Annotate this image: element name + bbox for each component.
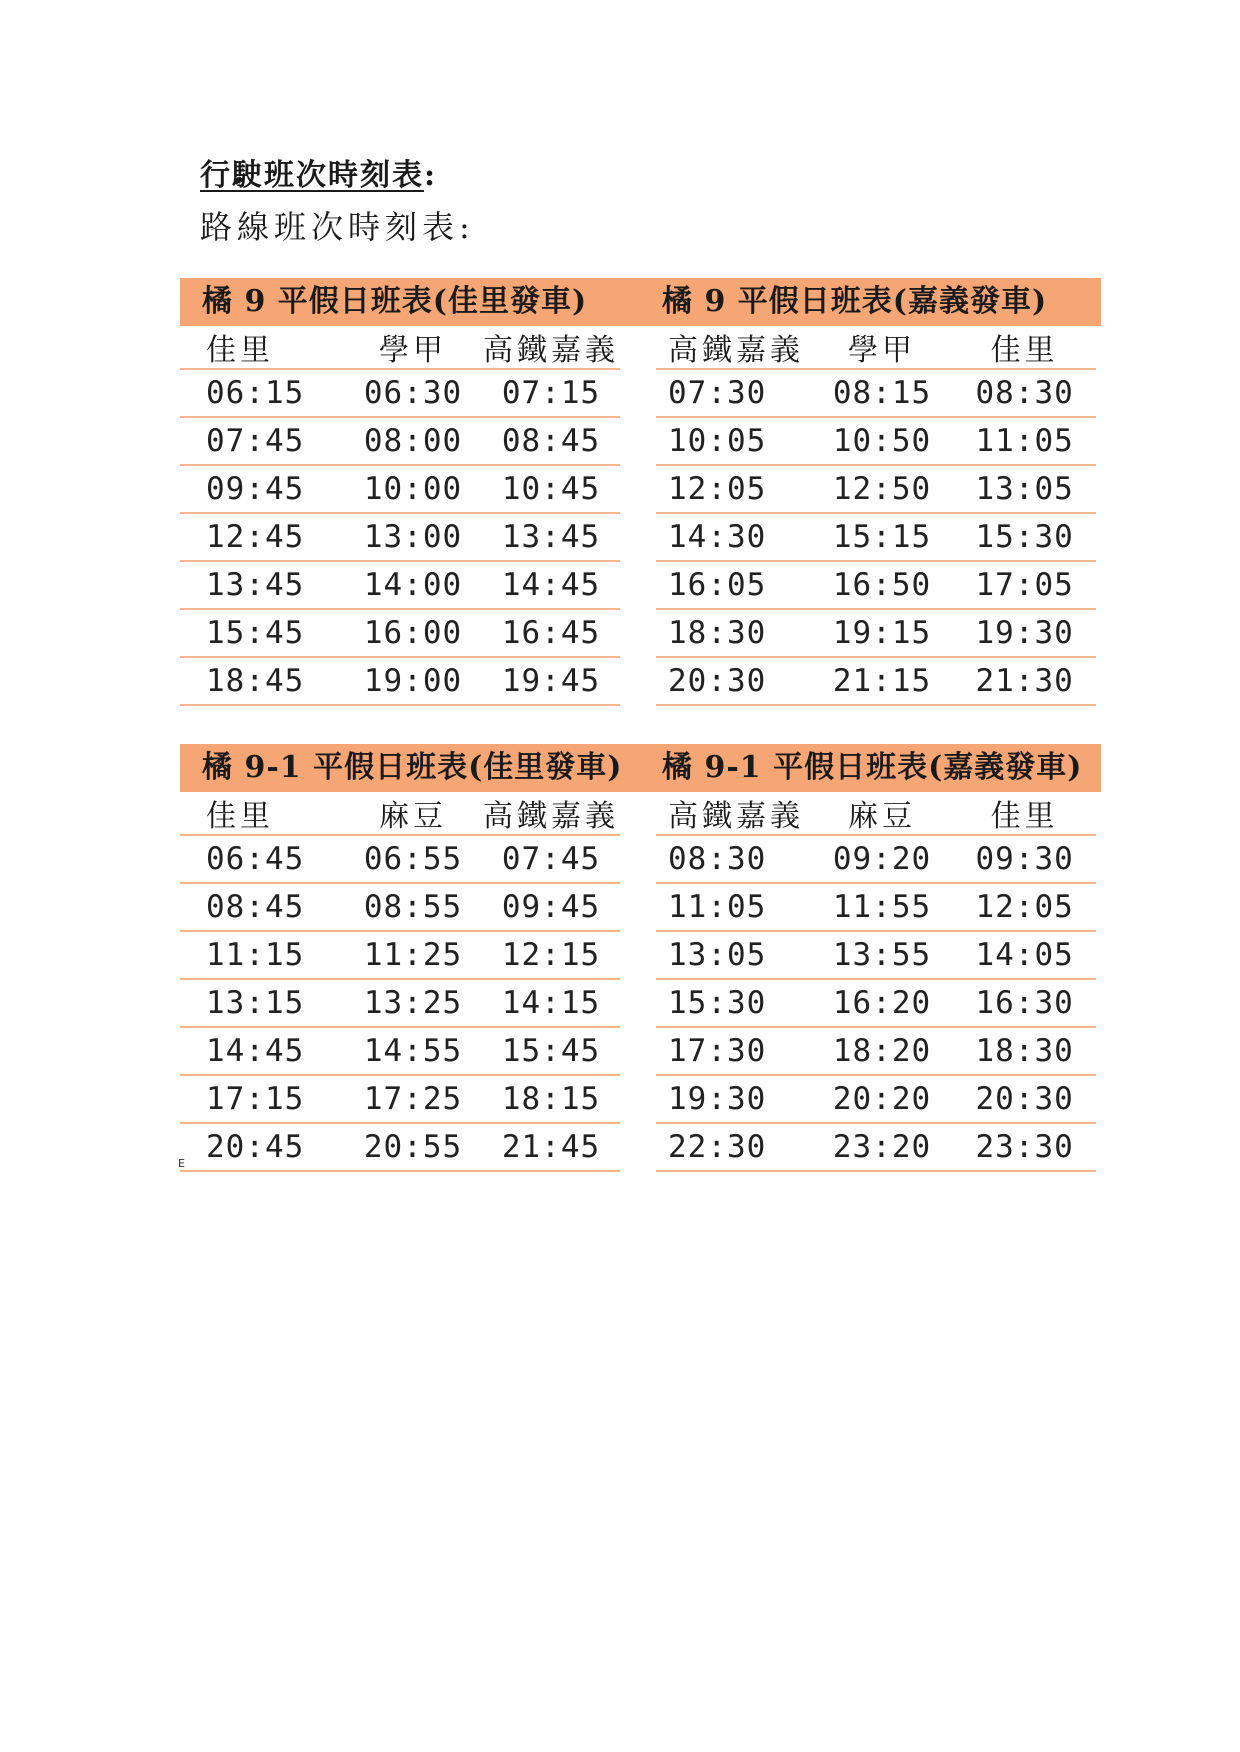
- departure-time: 06:45: [206, 841, 305, 877]
- departure-time: 10:00: [363, 471, 463, 507]
- departure-time: 13:45: [501, 519, 601, 555]
- table-row: [180, 418, 620, 466]
- departure-time: 17:25: [363, 1081, 463, 1117]
- column-header: 學甲: [379, 333, 447, 368]
- departure-time: 12:45: [206, 519, 305, 555]
- departure-time: 13:45: [206, 567, 305, 603]
- departure-time: 11:25: [363, 937, 463, 973]
- table-row: [656, 884, 1096, 932]
- page-heading: [200, 156, 437, 196]
- table-row: [180, 836, 620, 884]
- table-row: [656, 932, 1096, 980]
- departure-time: 18:15: [501, 1081, 601, 1117]
- table-row: [180, 610, 620, 658]
- departure-time: 13:00: [363, 519, 463, 555]
- table-row: [656, 466, 1096, 514]
- departure-time: 16:45: [501, 615, 601, 651]
- departure-time: 20:20: [832, 1081, 932, 1117]
- departure-time: 14:15: [501, 985, 601, 1021]
- table-row: [180, 1076, 620, 1124]
- column-header: 高鐵嘉義: [483, 799, 619, 834]
- departure-time: 13:05: [975, 471, 1074, 507]
- departure-time: 14:45: [206, 1033, 305, 1069]
- table-row: [656, 418, 1096, 466]
- departure-time: 16:00: [363, 615, 463, 651]
- departure-time: 11:15: [206, 937, 305, 973]
- column-header: 高鐵嘉義: [668, 333, 804, 368]
- departure-time: 07:30: [668, 375, 767, 411]
- departure-time: 19:30: [975, 615, 1074, 651]
- departure-time: 18:45: [206, 663, 305, 699]
- departure-time: 23:20: [832, 1129, 932, 1165]
- departure-time: 16:50: [832, 567, 932, 603]
- departure-time: 13:55: [832, 937, 932, 973]
- departure-time: 18:20: [832, 1033, 932, 1069]
- departure-time: 17:30: [668, 1033, 767, 1069]
- table-row: [180, 1028, 620, 1076]
- departure-time: 19:15: [832, 615, 932, 651]
- departure-time: 19:30: [668, 1081, 767, 1117]
- timetable-title: 橘 9 平假日班表(佳里發車): [202, 284, 588, 319]
- departure-time: 13:05: [668, 937, 767, 973]
- departure-time: 06:30: [363, 375, 463, 411]
- departure-time: 11:05: [668, 889, 767, 925]
- departure-time: 08:55: [363, 889, 463, 925]
- departure-time: 13:15: [206, 985, 305, 1021]
- table-row: [656, 1076, 1096, 1124]
- column-header: 麻豆: [379, 799, 447, 834]
- table-row: [656, 370, 1096, 418]
- departure-time: 10:05: [668, 423, 767, 459]
- column-header: 麻豆: [848, 799, 916, 834]
- table-row: [656, 980, 1096, 1028]
- departure-time: 19:00: [363, 663, 463, 699]
- departure-time: 19:45: [501, 663, 601, 699]
- departure-time: 13:25: [363, 985, 463, 1021]
- departure-time: 21:15: [832, 663, 932, 699]
- departure-time: 20:55: [363, 1129, 463, 1165]
- table-row: [656, 836, 1096, 884]
- departure-time: 14:45: [501, 567, 601, 603]
- table-row: [656, 514, 1096, 562]
- departure-time: 17:15: [206, 1081, 305, 1117]
- departure-time: 16:30: [975, 985, 1074, 1021]
- departure-time: 22:30: [668, 1129, 767, 1165]
- timetable-title: 橘 9-1 平假日班表(嘉義發車): [662, 750, 1083, 785]
- table-row: [180, 562, 620, 610]
- table-row: [656, 1124, 1096, 1172]
- route-timetable-heading: 路線班次時刻表:: [200, 208, 475, 246]
- table-row: [180, 466, 620, 514]
- departure-time: 15:30: [668, 985, 767, 1021]
- departure-time: 10:45: [501, 471, 601, 507]
- column-header: 學甲: [848, 333, 916, 368]
- column-header: 佳里: [990, 333, 1059, 368]
- departure-time: 06:15: [206, 375, 305, 411]
- departure-time: 23:30: [975, 1129, 1074, 1165]
- departure-time: 12:15: [501, 937, 601, 973]
- departure-time: 18:30: [975, 1033, 1074, 1069]
- table-row: [180, 884, 620, 932]
- table-row: [180, 932, 620, 980]
- timetable-header-row: [180, 326, 620, 370]
- timetable: [656, 742, 1096, 1172]
- departure-time: 20:30: [975, 1081, 1074, 1117]
- departure-time: 18:30: [668, 615, 767, 651]
- departure-time: 08:45: [206, 889, 305, 925]
- departure-time: 09:30: [975, 841, 1074, 877]
- departure-time: 12:05: [975, 889, 1074, 925]
- timetable-header-row: [180, 792, 620, 836]
- departure-time: 11:05: [975, 423, 1074, 459]
- departure-time: 07:15: [501, 375, 601, 411]
- departure-time: 14:05: [975, 937, 1074, 973]
- column-header: 佳里: [206, 333, 274, 368]
- departure-time: 17:05: [975, 567, 1074, 603]
- departure-time: 11:55: [832, 889, 932, 925]
- departure-time: 20:30: [668, 663, 767, 699]
- departure-time: 21:45: [501, 1129, 601, 1165]
- table-row: [180, 980, 620, 1028]
- timetable-title: 橘 9-1 平假日班表(佳里發車): [202, 750, 623, 785]
- departure-time: 06:55: [363, 841, 463, 877]
- column-header: 佳里: [206, 799, 274, 834]
- departure-time: 16:05: [668, 567, 767, 603]
- timetable: [180, 742, 623, 1172]
- departure-time: 12:05: [668, 471, 767, 507]
- departure-time: 07:45: [206, 423, 305, 459]
- departure-time: 20:45: [206, 1129, 305, 1165]
- timetable: [656, 276, 1096, 706]
- table-row: [656, 658, 1096, 706]
- departure-time: 21:30: [975, 663, 1074, 699]
- footnote-mark: E: [178, 1157, 185, 1170]
- timetable: [180, 276, 620, 706]
- departure-time: 08:30: [668, 841, 767, 877]
- departure-time: 14:00: [363, 567, 463, 603]
- departure-time: 07:45: [501, 841, 601, 877]
- departure-time: 15:45: [501, 1033, 601, 1069]
- departure-time: 10:50: [832, 423, 932, 459]
- table-row: [656, 562, 1096, 610]
- table-row: [180, 514, 620, 562]
- departure-time: 14:30: [668, 519, 767, 555]
- departure-time: 14:55: [363, 1033, 463, 1069]
- timetable-header-row: [656, 792, 1096, 836]
- departure-time: 15:45: [206, 615, 305, 651]
- column-header: 高鐵嘉義: [483, 333, 619, 368]
- heading-underlined-text: 行駛班次時刻表: [200, 158, 424, 193]
- departure-time: 08:45: [501, 423, 601, 459]
- table-row: [180, 1124, 620, 1172]
- departure-time: 16:20: [832, 985, 932, 1021]
- table-row: [180, 658, 620, 706]
- departure-time: 15:15: [832, 519, 932, 555]
- departure-time: 09:45: [206, 471, 305, 507]
- departure-time: 12:50: [832, 471, 932, 507]
- column-header: 高鐵嘉義: [668, 799, 804, 834]
- departure-time: 08:15: [832, 375, 932, 411]
- heading-colon: :: [424, 158, 438, 193]
- departure-time: 15:30: [975, 519, 1074, 555]
- table-row: [656, 610, 1096, 658]
- departure-time: 08:30: [975, 375, 1074, 411]
- timetable-header-row: [656, 326, 1096, 370]
- timetable-title: 橘 9 平假日班表(嘉義發車): [662, 284, 1048, 319]
- table-row: [656, 1028, 1096, 1076]
- column-header: 佳里: [990, 799, 1059, 834]
- departure-time: 08:00: [363, 423, 463, 459]
- departure-time: 09:20: [832, 841, 932, 877]
- table-row: [180, 370, 620, 418]
- departure-time: 09:45: [501, 889, 601, 925]
